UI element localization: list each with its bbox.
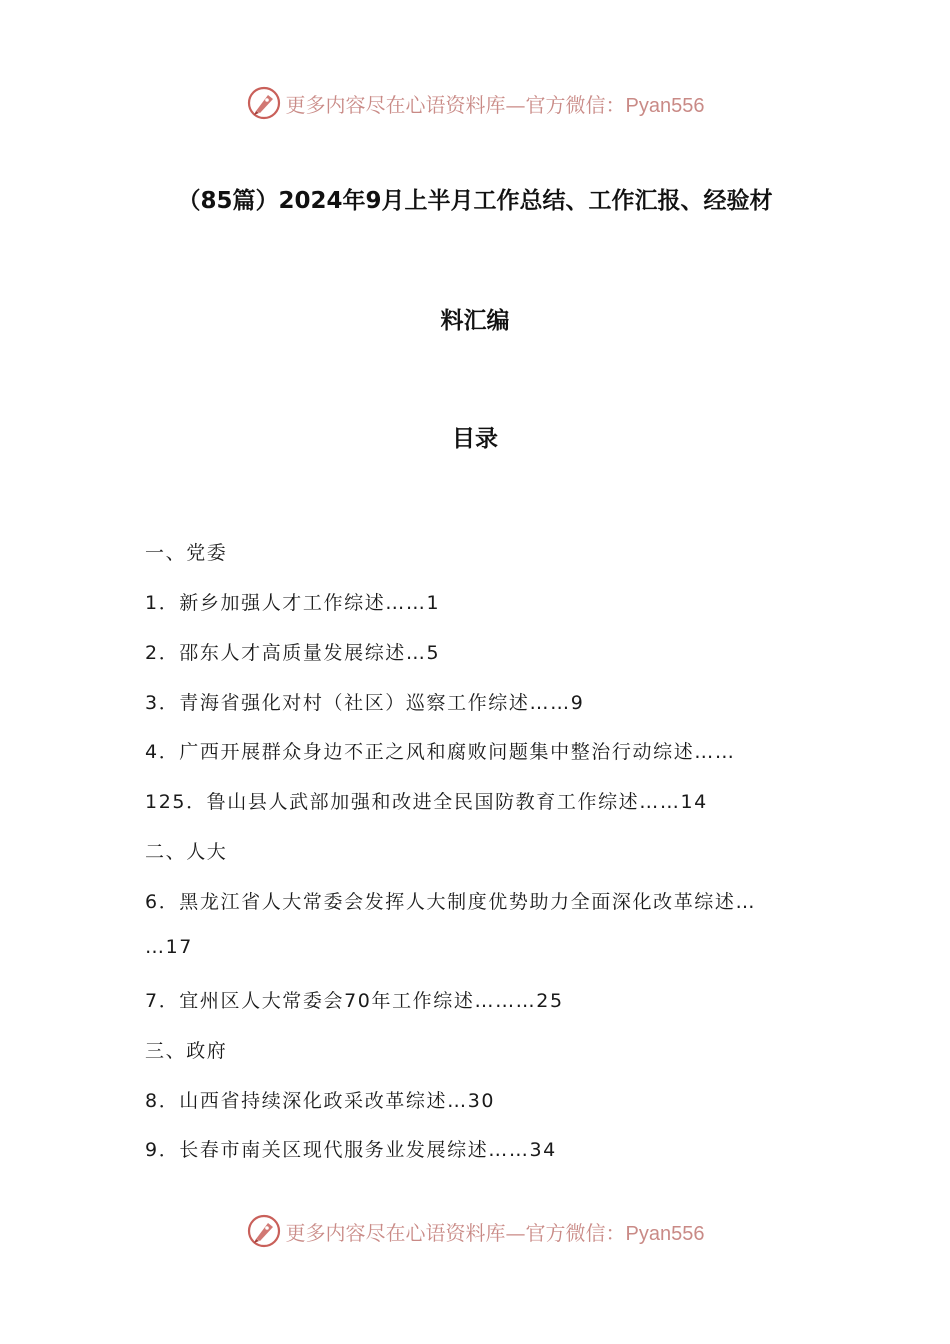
toc-section-government: 三、政府	[145, 1040, 228, 1062]
watermark-text: 更多内容尽在心语资料库—官方微信：	[285, 92, 626, 117]
toc-section-party-committee: 一、党委	[145, 542, 228, 564]
toc-entry: 3．青海省强化对村（社区）巡察工作综述……9	[145, 692, 585, 714]
toc-entry: 9．长春市南关区现代服务业发展综述……34	[145, 1139, 557, 1161]
toc-entry: 2．邵东人才高质量发展综述…5	[145, 642, 441, 664]
toc-entry: 1．新乡加强人才工作综述……1	[145, 592, 441, 614]
watermark-wechat-id: Pyan556	[625, 1222, 705, 1245]
watermark-header	[0, 83, 950, 123]
document-title-line-2: 料汇编	[440, 308, 510, 334]
toc-entry: 7．宜州区人大常委会70年工作综述………25	[145, 990, 564, 1012]
watermark-footer	[0, 1211, 950, 1251]
pen-nib-logo-icon	[246, 85, 282, 121]
toc-entry: 4．广西开展群众身边不正之风和腐败问题集中整治行动综述……	[145, 741, 736, 763]
toc-entry: 125．鲁山县人武部加强和改进全民国防教育工作综述……14	[145, 791, 708, 813]
toc-section-peoples-congress: 二、人大	[145, 841, 228, 863]
document-title-line-1: （85篇）2024年9月上半月工作总结、工作汇报、经验材	[177, 188, 773, 214]
pen-nib-logo-icon	[246, 1213, 282, 1249]
watermark-text: 更多内容尽在心语资料库—官方微信：	[285, 1220, 626, 1245]
watermark-wechat-id: Pyan556	[625, 94, 705, 117]
toc-entry: 8．山西省持续深化政采改革综述…30	[145, 1090, 496, 1112]
toc-heading: 目录	[452, 426, 498, 452]
toc-entry: 6．黑龙江省人大常委会发挥人大制度优势助力全面深化改革综述…	[145, 891, 757, 913]
toc-entry-continuation: …17	[145, 936, 193, 958]
